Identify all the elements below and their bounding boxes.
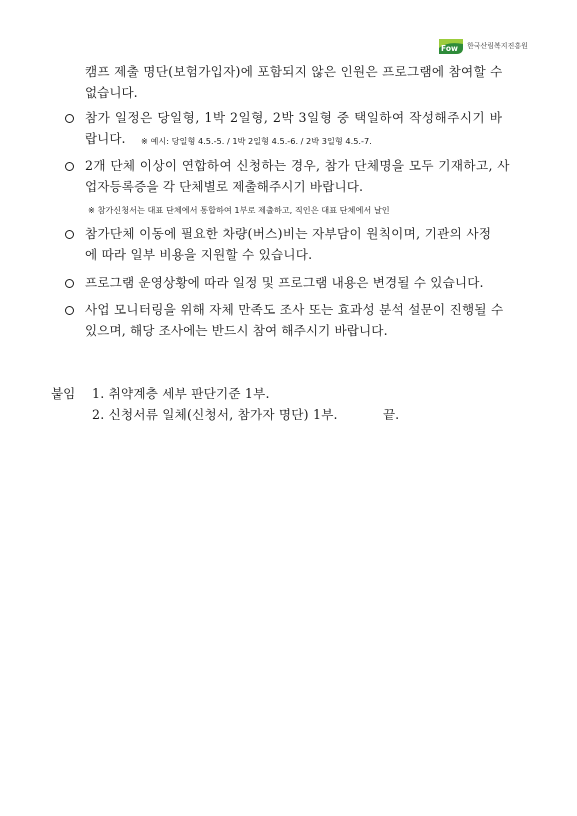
- svg-text:Fow: Fow: [441, 44, 458, 53]
- item-4-bullet-icon: [65, 230, 74, 239]
- item-2-note: ※ 예시: 당일형 4.5.-5. / 1박 2일형 4.5.-6. / 2박 3일형 4.5.-7.: [141, 136, 372, 146]
- item-3-bullet-icon: [65, 162, 74, 171]
- item-3-note: ※ 참가신청서는 대표 단체에서 통합하여 1부로 제출하고, 직인은 대표 단체에서 날인: [88, 205, 390, 215]
- item-6-bullet-icon: [65, 306, 74, 315]
- item-5-line-1: 프로그램 운영상황에 따라 일정 및 프로그램 내용은 변경될 수 있습니다.: [85, 275, 484, 290]
- item-2-bullet-icon: [65, 114, 74, 123]
- attachment-item-2: 2. 신청서류 일체(신청서, 참가자 명단) 1부.: [92, 407, 338, 422]
- item-5-bullet-icon: [65, 279, 74, 288]
- org-logo-mark-icon: [436, 36, 466, 56]
- attachment-item-1: 1. 취약계층 세부 판단기준 1부.: [92, 386, 270, 401]
- item-2-line-1: 참가 일정은 당일형, 1박 2일형, 2박 3일형 중 택일하여 작성해주시기 바: [85, 110, 503, 125]
- item-6-line-1: 사업 모니터링을 위해 자체 만족도 조사 또는 효과성 분석 설문이 진행될 수: [85, 302, 504, 317]
- item-1-line-2: 없습니다.: [85, 85, 138, 100]
- item-6-line-2: 있으며, 해당 조사에는 반드시 참여 해주시기 바랍니다.: [85, 323, 388, 338]
- org-name: 한국산림복지진흥원: [467, 42, 528, 50]
- item-3-line-2: 업자등록증을 각 단체별로 제출해주시기 바랍니다.: [85, 179, 364, 194]
- end-mark: 끝.: [383, 407, 400, 422]
- attachments-label: 붙임: [51, 386, 76, 401]
- item-1-line-1: 캠프 제출 명단(보험가입자)에 포함되지 않은 인원은 프로그램에 참여할 수: [85, 64, 503, 79]
- item-4-line-2: 에 따라 일부 비용을 지원할 수 있습니다.: [85, 247, 313, 262]
- org-logo: [436, 36, 546, 56]
- item-3-line-1: 2개 단체 이상이 연합하여 신청하는 경우, 참가 단체명을 모두 기재하고, 사: [85, 158, 510, 173]
- item-4-line-1: 참가단체 이동에 필요한 차량(버스)비는 자부담이 원칙이며, 기관의 사정: [85, 226, 492, 241]
- item-2-line-2: 랍니다.: [85, 131, 126, 146]
